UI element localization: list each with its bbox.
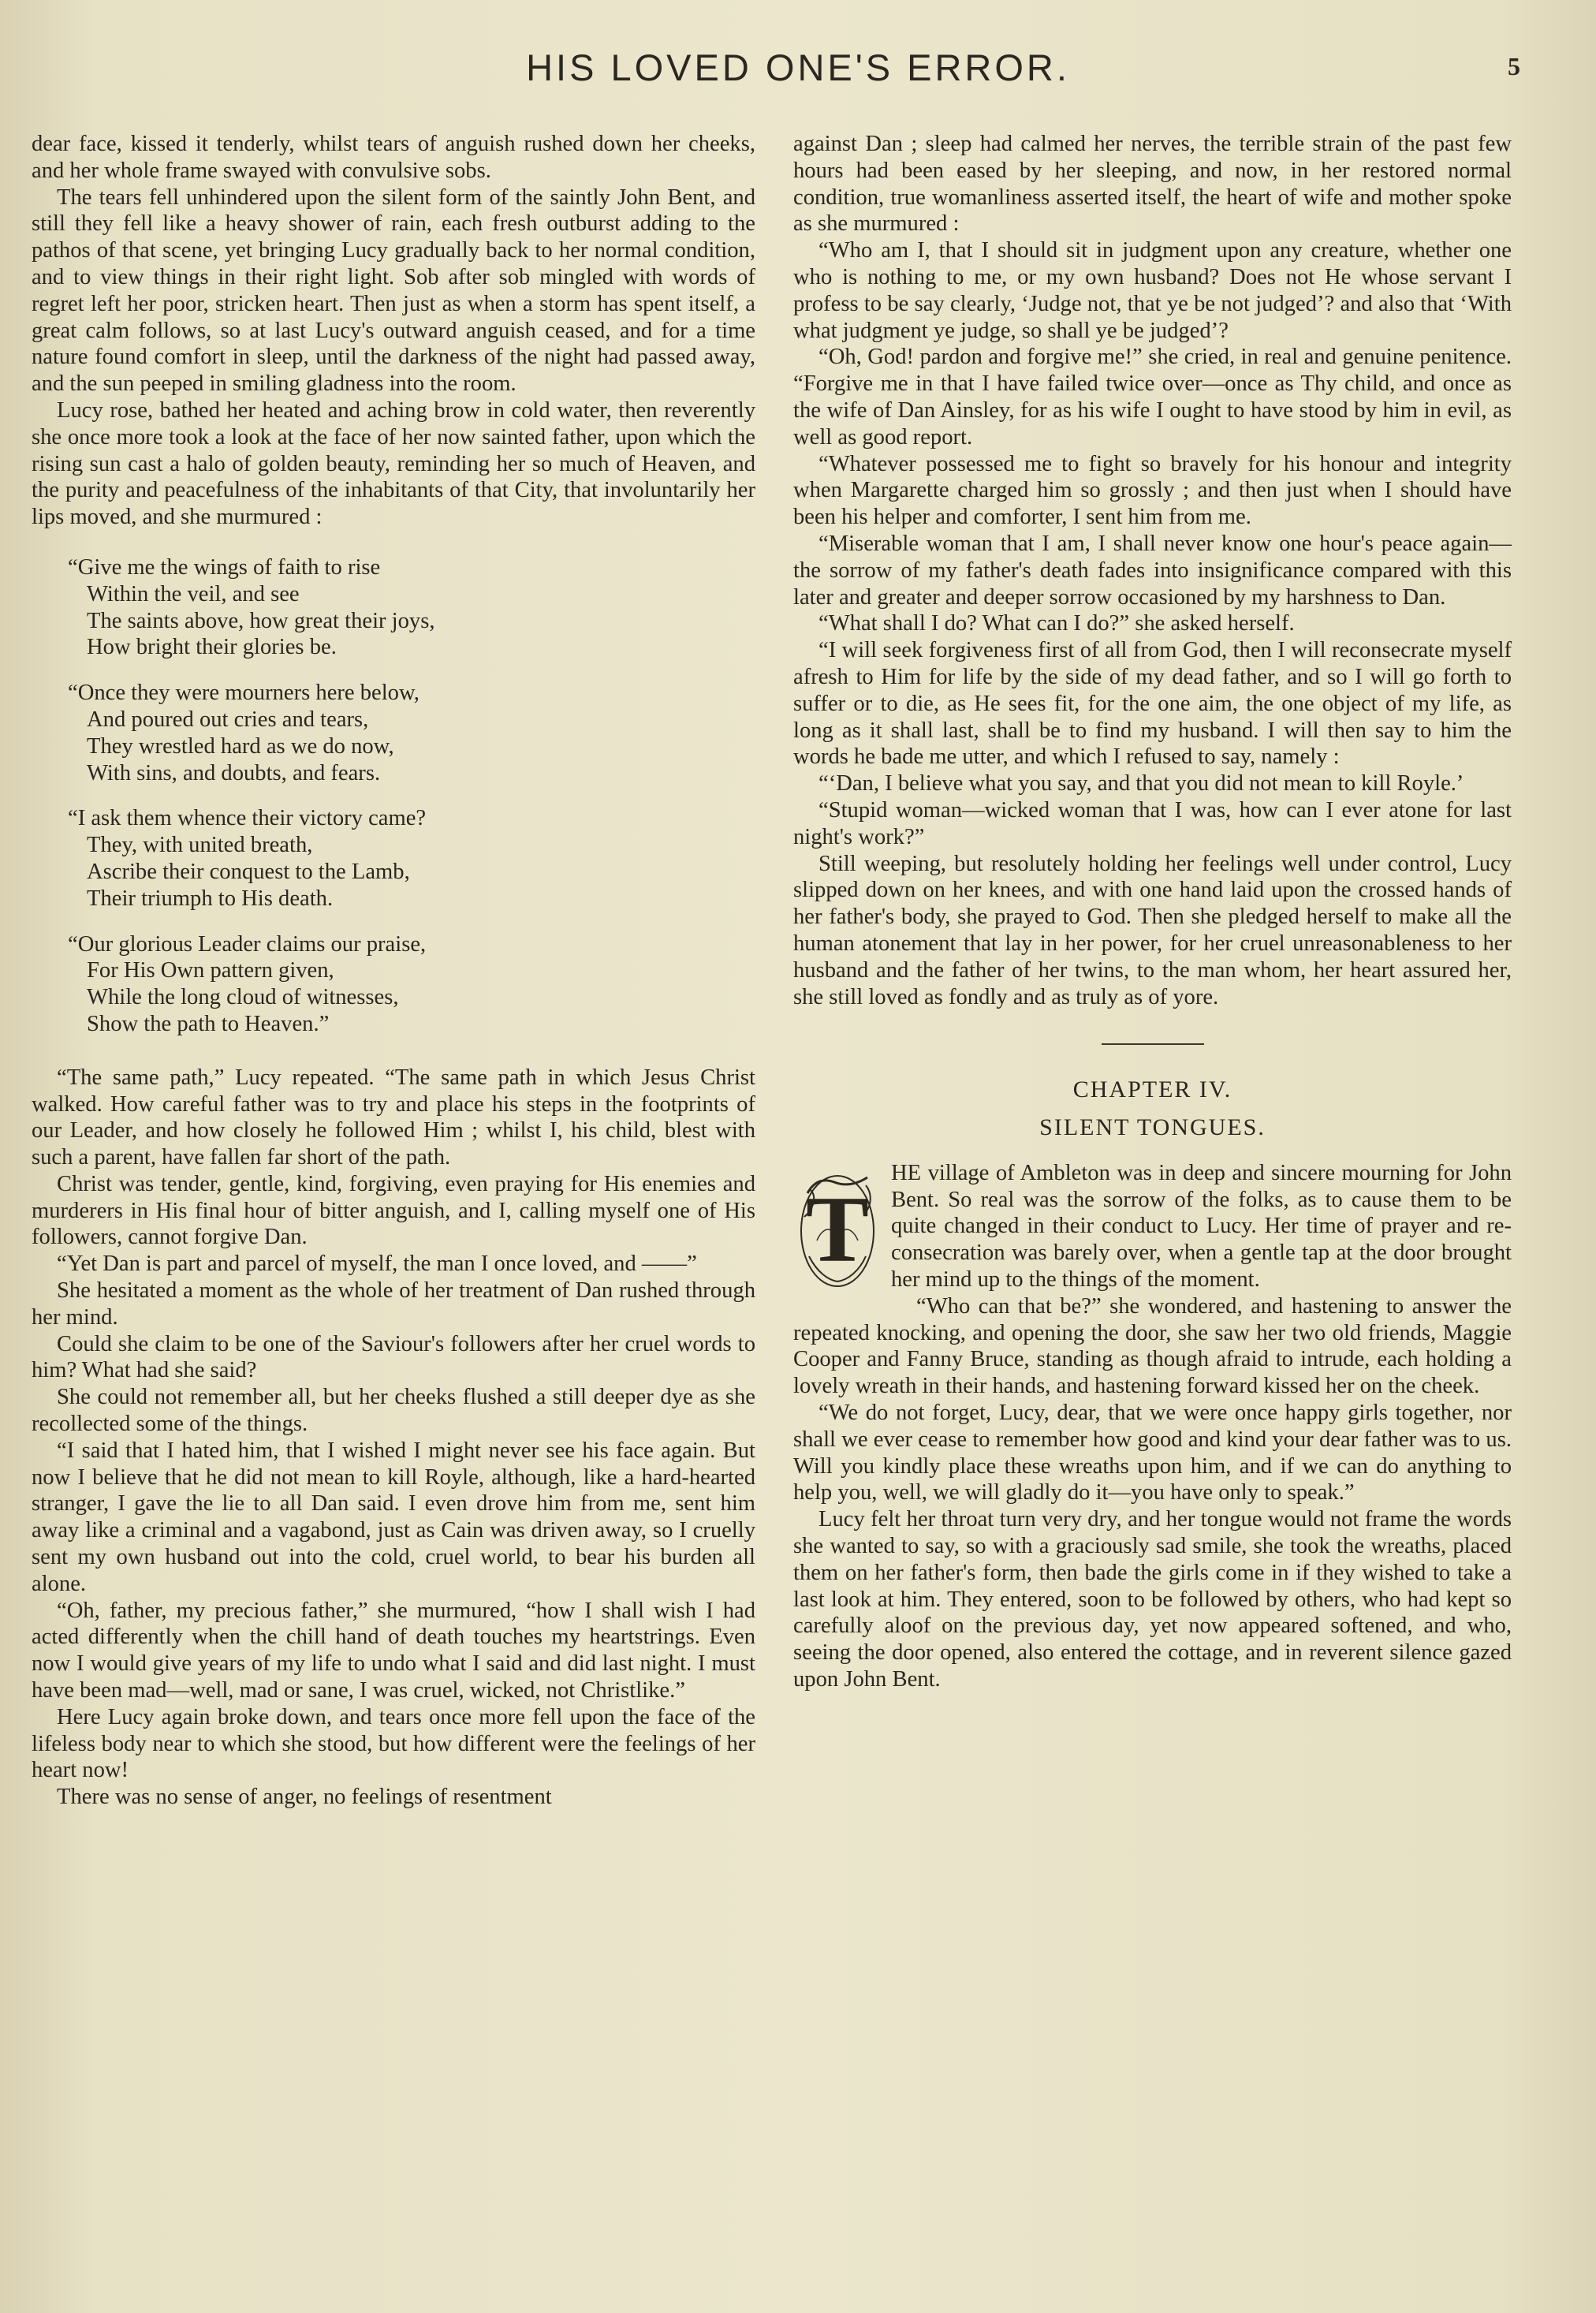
verse-line: How bright their glories be. <box>87 635 337 660</box>
right-column <box>793 131 1512 1693</box>
left-column <box>32 131 755 1811</box>
paragraph: “Oh, God! pardon and forgive me!” she cried, in real and genuine penitence. “Forgive me in that I have failed twice over—once as Thy child, and once as the wife of Dan Ainsley, for as his wife I ought to have stood by him in evil, as well as good report. <box>793 345 1512 450</box>
verse-line: Their triumph to His death. <box>87 886 334 911</box>
running-title: HIS LOVED ONE'S ERROR. <box>526 47 1070 88</box>
chapter-opening <box>793 1160 1512 1293</box>
hymn-verse <box>68 554 755 1038</box>
verse-line: They wrestled hard as we do now, <box>87 733 394 759</box>
verse-line: And poured out cries and tears, <box>87 707 369 732</box>
verse-line: “I ask them whence their victory came? <box>68 806 427 831</box>
paragraph: “Whatever possessed me to fight so bravely for his honour and integrity when Margarette charged him so grossly ; and then just when I should have been his helper and comforter, I sent him from me. <box>793 451 1512 530</box>
paragraph: “Stupid woman—wicked woman that I was, how can I ever atone for last night's work?” <box>793 797 1512 849</box>
paragraph: Still weeping, but resolutely holding her feelings well under control, Lucy slipped down on her knees, and with one hand laid upon the crossed hands of her father's body, she prayed to God. Then she pledged herself to make all the human atonement that lay in her power, for her cruel unreasonableness to her husband and the father of her twins, to the man whom, her heart assured her, she still loved as fondly and as truly as of yore. <box>793 851 1512 1009</box>
paragraph: “‘Dan, I believe what you say, and that you did not mean to kill Royle.’ <box>819 771 1464 796</box>
paragraph: “I will seek forgiveness first of all from God, then I will reconsecrate myself afresh to Him for life by the side of my dead father, and so I will go forth to suffer or to die, as He sees fit, for the one aim, the one object of my life, as long as it shall last, shall be to find my husband. I will then say to him the words he bade me utter, and which I refused to say, namely : <box>793 638 1512 770</box>
verse-line: The saints above, how great their joys, <box>87 608 435 633</box>
paragraph: Could she claim to be one of the Saviour's followers after her cruel words to him? What had she said? <box>32 1331 755 1383</box>
hymn-stanza <box>68 931 755 1038</box>
dropcap-letter: T <box>805 1176 870 1281</box>
paragraph: HE village of Ambleton was in deep and sincere mourning for John Bent. So real was the sorrow of the folks, as to cause them to be quite changed in their conduct to Lucy. Her time of prayer and re-consecration was barely over, when a gentle tap at the door brought her mind up to the things of the moment. <box>891 1160 1512 1293</box>
verse-line: “Once they were mourners here below, <box>68 681 420 706</box>
hymn-stanza <box>68 554 755 661</box>
verse-line: With sins, and doubts, and fears. <box>87 760 381 785</box>
verse-line: “Give me the wings of faith to rise <box>68 554 381 580</box>
paragraph: “The same path,” Lucy repeated. “The same path in which Jesus Christ walked. How careful father was to try and place his steps in the footprints of our Leader, and how closely he followed Him ; whilst I, his child, blest with such a parent, have fallen far short of the path. <box>32 1065 755 1170</box>
verse-line: “Our glorious Leader claims our praise, <box>68 931 427 957</box>
verse-line: While the long cloud of witnesses, <box>87 985 399 1010</box>
verse-line: They, with united breath, <box>87 833 313 858</box>
paragraph: Here Lucy again broke down, and tears once more fell upon the face of the lifeless body near to which she stood, but how different were the feelings of her heart now! <box>32 1704 755 1783</box>
chapter-heading: CHAPTER IV. <box>1072 1076 1232 1103</box>
ornamental-dropcap-icon <box>793 1162 882 1296</box>
paragraph: Lucy felt her throat turn very dry, and her tongue would not frame the words she wanted to say, so with a graciously sad smile, she took the wreaths, placed them on her father's form, then bade the girls come in if they wished to take a last look at him. They entered, soon to be followed by others, who had kept so carefully aloof on the previous day, yet now appeared softened, and who, seeing the door opened, also entered the cottage, and in reverent silence gazed upon John Bent. <box>793 1507 1512 1692</box>
paragraph: The tears fell unhindered upon the silent form of the saintly John Bent, and still they fell like a heavy shower of rain, each fresh outburst adding to the pathos of that scene, yet bringing Lucy gradually back to her normal condition, and to view things in their right light. Sob after sob mingled with words of regret left her poor, stricken heart. Then just as when a storm has spent itself, a great calm follows, so at last Lucy's outward anguish ceased, and for a time nature found comfort in sleep, until the darkness of the night had passed away, and the sun peeped in smiling gladness into the room. <box>32 185 755 397</box>
verse-line: Within the veil, and see <box>87 581 300 606</box>
paragraph: dear face, kissed it tenderly, whilst tears of anguish rushed down her cheeks, and her whole frame swayed with convulsive sobs. <box>32 132 755 183</box>
page-number: 5 <box>1508 52 1520 80</box>
section-divider <box>1102 1043 1204 1045</box>
paragraph: “Who can that be?” she wondered, and hastening to answer the repeated knocking, and opening the door, she saw her two old friends, Maggie Cooper and Fanny Bruce, standing as though afraid to intrude, each holding a lovely wreath in their hands, and hastening forward kissed her on the cheek. <box>793 1293 1512 1399</box>
paragraph: “Who am I, that I should sit in judgment upon any creature, whether one who is nothing to me, or my own husband? Does not He whose servant I profess to be say clearly, ‘Judge not, that ye be not judged’? and also that ‘With what judgment ye judge, so shall ye be judged’? <box>793 238 1512 343</box>
chapter-title: SILENT TONGUES. <box>1039 1114 1266 1141</box>
verse-line: Show the path to Heaven.” <box>87 1011 330 1036</box>
paragraph: There was no sense of anger, no feelings of resentment <box>57 1785 552 1810</box>
hymn-stanza <box>68 680 755 786</box>
hymn-stanza <box>68 805 755 912</box>
paragraph: “We do not forget, Lucy, dear, that we were once happy girls together, nor shall we ever cease to remember how good and kind your dear father was to us. Will you kindly place these wreaths upon him, and if we can do anything to help you, well, we will gladly do it—you have only to speak.” <box>793 1401 1512 1505</box>
paragraph: “Oh, father, my precious father,” she murmured, “how I shall wish I had acted differently when the chill hand of death touches my heartstrings. Even now I would give years of my life to undo what I said and did last night. I must have been mad—well, mad or sane, I was cruel, wicked, not Christlike.” <box>32 1598 755 1703</box>
paragraph: “I said that I hated him, that I wished I might never see his face again. But now I believe that he did not mean to kill Royle, although, like a hard-hearted stranger, I gave the lie to all Dan said. I even drove him from me, sent him away like a criminal and a vagabond, just as Cain was driven away, so I cruelly sent my own husband out into the cold, cruel world, to bear his burden all alone. <box>32 1438 755 1596</box>
paragraph: “What shall I do? What can I do?” she asked herself. <box>819 611 1295 636</box>
paragraph: “Miserable woman that I am, I shall never know one hour's peace again—the sorrow of my father's death fades into insignificance compared with this later and greater and deeper sorrow occasioned by my harshness to Dan. <box>793 531 1512 610</box>
paragraph: Lucy rose, bathed her heated and aching brow in cold water, then reverently she once more took a look at the face of her now sainted father, upon which the rising sun cast a halo of golden beauty, reminding her so much of Heaven, and the purity and peacefulness of the inhabitants of that City, that involuntarily her lips moved, and she murmured : <box>32 397 755 530</box>
verse-line: Ascribe their conquest to the Lamb, <box>87 859 410 884</box>
paragraph: against Dan ; sleep had calmed her nerves, the terrible strain of the past few hours had been eased by her sleeping, and now, in her restored normal condition, true womanliness asserted itself, the heart of wife and mother spoke as she murmured : <box>793 132 1512 237</box>
paragraph: “Yet Dan is part and parcel of myself, the man I once loved, and ——” <box>57 1252 697 1277</box>
paragraph: She could not remember all, but her cheeks flushed a still deeper dye as she recollected some of the things. <box>32 1385 755 1437</box>
verse-line: For His Own pattern given, <box>87 958 334 983</box>
paragraph: She hesitated a moment as the whole of her treatment of Dan rushed through her mind. <box>32 1278 755 1330</box>
paragraph: Christ was tender, gentle, kind, forgiving, even praying for His enemies and murderers in His final hour of bitter anguish, and I, calling myself one of His followers, cannot forgive Dan. <box>32 1171 755 1250</box>
